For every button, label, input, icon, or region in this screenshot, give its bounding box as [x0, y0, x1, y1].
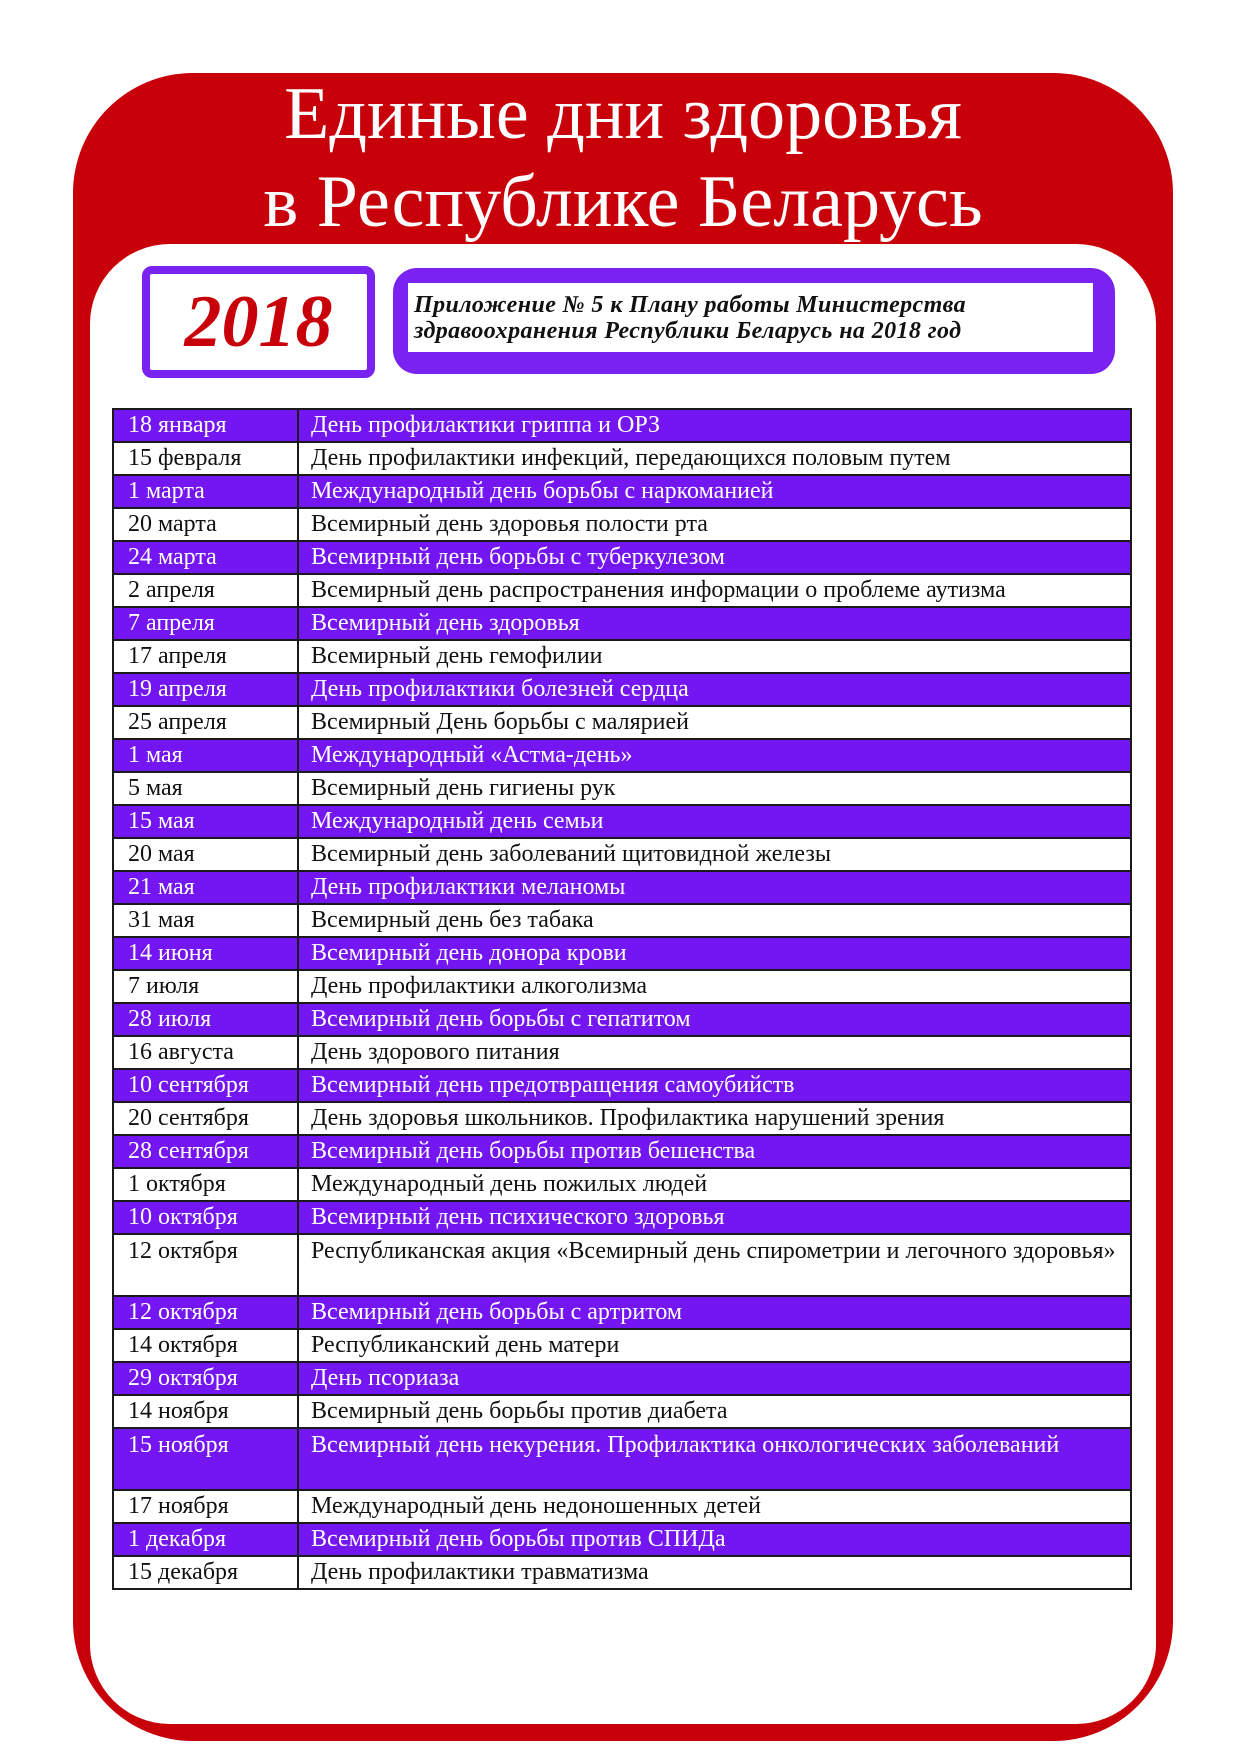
appendix-text	[414, 292, 966, 344]
table-row	[113, 1003, 1131, 1036]
table-row	[113, 1490, 1131, 1523]
table-row	[113, 442, 1131, 475]
event-name: Всемирный день донора крови	[298, 937, 1131, 970]
table-row	[113, 1036, 1131, 1069]
event-name: День профилактики инфекций, передающихся половым путем	[298, 442, 1131, 475]
table-row	[113, 508, 1131, 541]
event-name: Всемирный день здоровья полости рта	[298, 508, 1131, 541]
appendix-line2: здравоохранения Республики Беларусь на 2018 год	[414, 317, 962, 344]
event-name: Всемирный день некурения. Профилактика онкологических заболеваний	[298, 1428, 1131, 1490]
event-name: Всемирный день гемофилии	[298, 640, 1131, 673]
page-title-line2: в Республике Беларусь	[263, 161, 983, 243]
event-date: 18 января	[113, 409, 298, 442]
table-row	[113, 1556, 1131, 1589]
event-date: 20 мая	[113, 838, 298, 871]
event-date: 12 октября	[113, 1296, 298, 1329]
event-date: 7 июля	[113, 970, 298, 1003]
table-row	[113, 1135, 1131, 1168]
event-name: Международный день борьбы с наркоманией	[298, 475, 1131, 508]
table-row	[113, 1362, 1131, 1395]
health-days-table-body	[113, 409, 1131, 1589]
event-name: День профилактики меланомы	[298, 871, 1131, 904]
event-date: 21 мая	[113, 871, 298, 904]
event-date: 17 ноября	[113, 1490, 298, 1523]
table-row	[113, 1201, 1131, 1234]
event-date: 10 сентября	[113, 1069, 298, 1102]
event-name: Всемирный день без табака	[298, 904, 1131, 937]
event-name: Международный «Астма-день»	[298, 739, 1131, 772]
event-name: Всемирный день борьбы против СПИДа	[298, 1523, 1131, 1556]
event-name: День здоровья школьников. Профилактика нарушений зрения	[298, 1102, 1131, 1135]
event-name: Всемирный день борьбы с гепатитом	[298, 1003, 1131, 1036]
table-row	[113, 1168, 1131, 1201]
event-date: 1 декабря	[113, 1523, 298, 1556]
event-name: Всемирный день предотвращения самоубийств	[298, 1069, 1131, 1102]
table-row	[113, 772, 1131, 805]
event-date: 1 марта	[113, 475, 298, 508]
event-name: День псориаза	[298, 1362, 1131, 1395]
table-row	[113, 541, 1131, 574]
year-badge	[142, 266, 375, 378]
page-title-line1: Единые дни здоровья	[284, 73, 962, 155]
event-name: Международный день пожилых людей	[298, 1168, 1131, 1201]
table-row	[113, 1395, 1131, 1428]
table-row	[113, 1523, 1131, 1556]
event-date: 10 октября	[113, 1201, 298, 1234]
event-date: 20 марта	[113, 508, 298, 541]
event-date: 12 октября	[113, 1234, 298, 1296]
event-name: Всемирный день заболеваний щитовидной железы	[298, 838, 1131, 871]
event-name: Республиканская акция «Всемирный день спирометрии и легочного здоровья»	[298, 1234, 1131, 1296]
event-date: 2 апреля	[113, 574, 298, 607]
event-name: Всемирный день психического здоровья	[298, 1201, 1131, 1234]
table-row	[113, 1234, 1131, 1296]
event-date: 5 мая	[113, 772, 298, 805]
event-date: 16 августа	[113, 1036, 298, 1069]
table-row	[113, 1296, 1131, 1329]
appendix-box	[393, 268, 1115, 374]
table-row	[113, 904, 1131, 937]
event-date: 24 марта	[113, 541, 298, 574]
event-name: Всемирный день борьбы против бешенства	[298, 1135, 1131, 1168]
event-date: 1 октября	[113, 1168, 298, 1201]
event-name: День профилактики травматизма	[298, 1556, 1131, 1589]
event-name: День профилактики болезней сердца	[298, 673, 1131, 706]
event-date: 15 мая	[113, 805, 298, 838]
table-row	[113, 1069, 1131, 1102]
table-row	[113, 1102, 1131, 1135]
event-date: 19 апреля	[113, 673, 298, 706]
event-name: Всемирный день здоровья	[298, 607, 1131, 640]
table-row	[113, 607, 1131, 640]
event-date: 1 мая	[113, 739, 298, 772]
year-label: 2018	[184, 281, 333, 363]
table-row	[113, 574, 1131, 607]
table-row	[113, 1329, 1131, 1362]
table-row	[113, 937, 1131, 970]
table-row	[113, 805, 1131, 838]
event-name: Всемирный день гигиены рук	[298, 772, 1131, 805]
event-name: Международный день семьи	[298, 805, 1131, 838]
table-row	[113, 838, 1131, 871]
event-date: 28 июля	[113, 1003, 298, 1036]
event-date: 20 сентября	[113, 1102, 298, 1135]
table-row	[113, 970, 1131, 1003]
table-row	[113, 409, 1131, 442]
event-date: 14 октября	[113, 1329, 298, 1362]
event-date: 15 ноября	[113, 1428, 298, 1490]
table-row	[113, 739, 1131, 772]
event-name: Всемирный день распространения информации о проблеме аутизма	[298, 574, 1131, 607]
event-name: Международный день недоношенных детей	[298, 1490, 1131, 1523]
table-row	[113, 640, 1131, 673]
event-date: 7 апреля	[113, 607, 298, 640]
event-name: Республиканский день матери	[298, 1329, 1131, 1362]
event-date: 14 июня	[113, 937, 298, 970]
table-row	[113, 1428, 1131, 1490]
event-date: 17 апреля	[113, 640, 298, 673]
table-row	[113, 475, 1131, 508]
appendix-inner	[408, 283, 1093, 352]
health-days-table	[112, 408, 1132, 1590]
event-date: 14 ноября	[113, 1395, 298, 1428]
event-date: 31 мая	[113, 904, 298, 937]
event-name: Всемирный День борьбы с малярией	[298, 706, 1131, 739]
event-name: Всемирный день борьбы против диабета	[298, 1395, 1131, 1428]
event-date: 15 декабря	[113, 1556, 298, 1589]
page-title	[73, 70, 1173, 246]
appendix-line1: Приложение № 5 к Плану работы Министерства	[414, 291, 967, 318]
event-date: 25 апреля	[113, 706, 298, 739]
event-date: 28 сентября	[113, 1135, 298, 1168]
table-row	[113, 706, 1131, 739]
event-name: День профилактики гриппа и ОРЗ	[298, 409, 1131, 442]
event-date: 29 октября	[113, 1362, 298, 1395]
table-row	[113, 871, 1131, 904]
event-name: День здорового питания	[298, 1036, 1131, 1069]
event-name: Всемирный день борьбы с артритом	[298, 1296, 1131, 1329]
event-name: Всемирный день борьбы с туберкулезом	[298, 541, 1131, 574]
event-date: 15 февраля	[113, 442, 298, 475]
table-row	[113, 673, 1131, 706]
event-name: День профилактики алкоголизма	[298, 970, 1131, 1003]
